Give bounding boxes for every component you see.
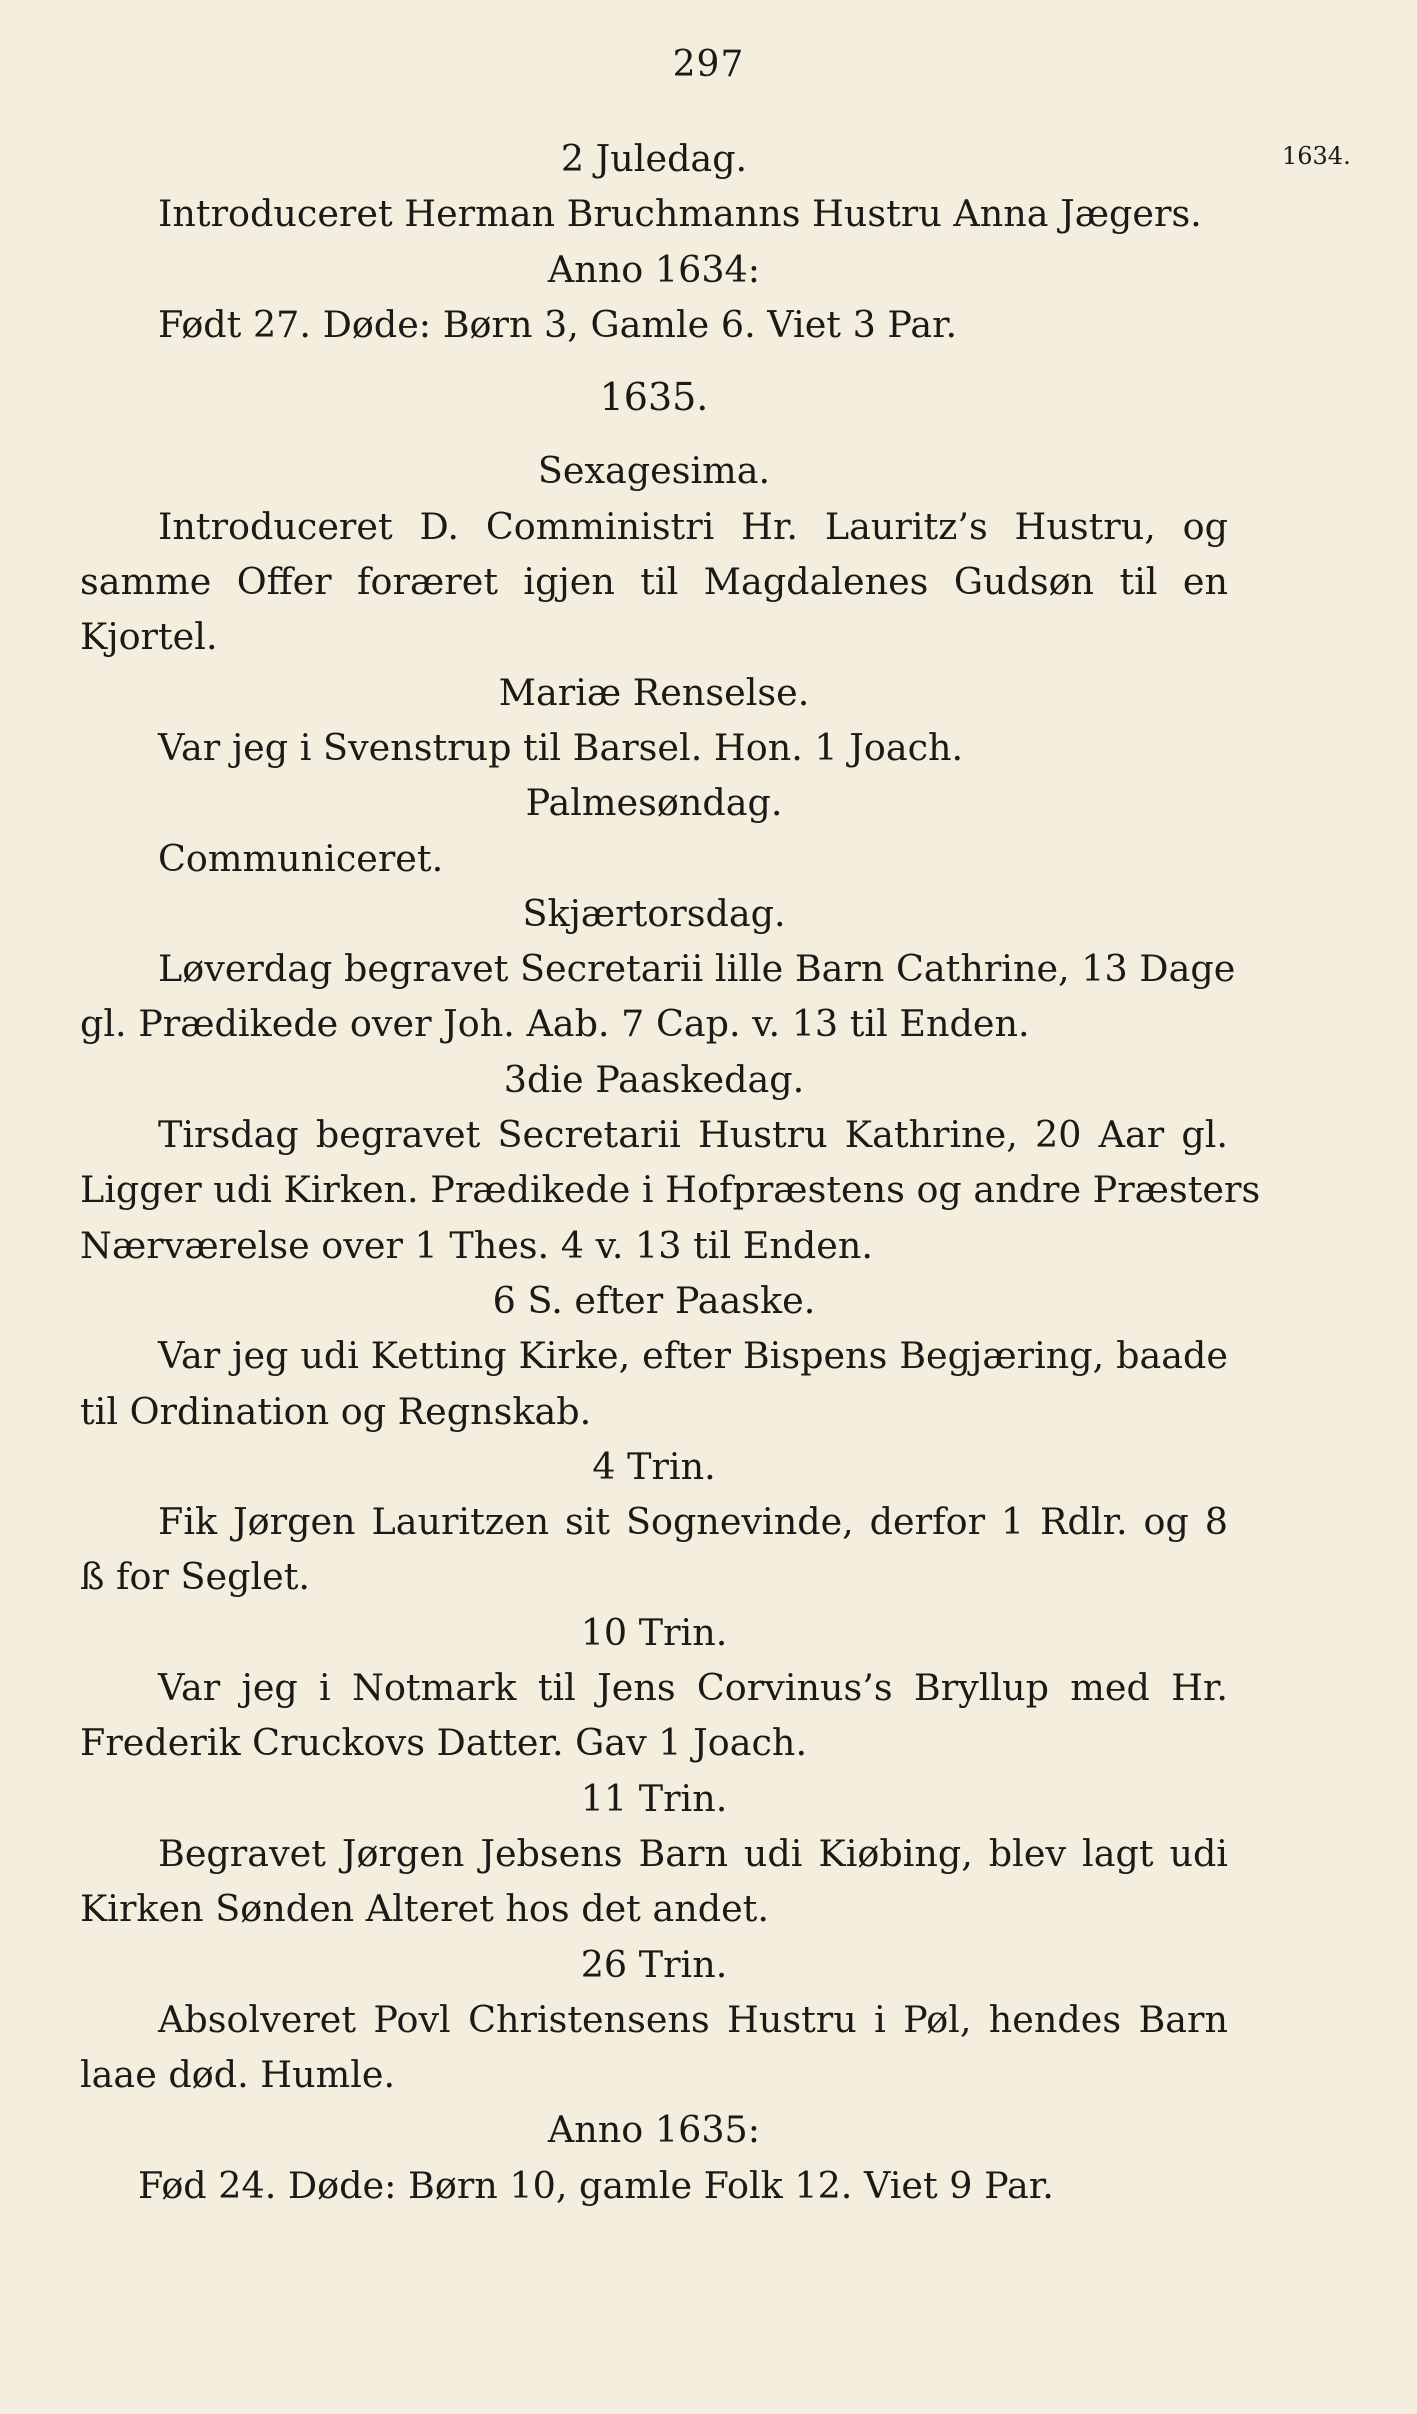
heading-10-trin: 10 Trin.	[580, 1610, 728, 1654]
heading-skjaertorsdag: Skjærtorsdag.	[522, 891, 786, 935]
text-line: laae død. Humle.	[80, 2053, 396, 2097]
text-line: Var jeg i Notmark til Jens Corvinus’s Bryllup med Hr.	[158, 1666, 1228, 1710]
text-line: Introduceret Herman Bruchmanns Hustru Anna Jægers.	[158, 192, 1202, 236]
text-line: Begravet Jørgen Jebsens Barn udi Kiøbing, blev lagt udi	[158, 1831, 1228, 1875]
text-line: til Ordination og Regnskab.	[80, 1389, 592, 1433]
heading-6-s-efter-paaske: 6 S. efter Paaske.	[492, 1278, 816, 1322]
text-line: Introduceret D. Comministri Hr. Lauritz’s Hustru, og	[158, 504, 1228, 548]
text-line: Ligger udi Kirken. Prædikede i Hofpræstens og andre Præsters	[80, 1168, 1261, 1212]
heading-3die-paaskedag: 3die Paaskedag.	[503, 1057, 805, 1101]
heading-2-juledag: 2 Juledag.	[560, 137, 748, 180]
text-line: Fik Jørgen Lauritzen sit Sognevinde, derfor 1 Rdlr. og 8	[158, 1500, 1228, 1544]
heading-sexagesima: Sexagesima.	[537, 449, 771, 493]
text-line: samme Offer foræret igjen til Magdalenes Gudsøn til en	[80, 560, 1228, 604]
text-line: Communiceret.	[158, 836, 444, 880]
heading-26-trin: 26 Trin.	[580, 1942, 728, 1986]
text-line: Kirken Sønden Alteret hos det andet.	[80, 1887, 769, 1931]
text-line: Frederik Cruckovs Datter. Gav 1 Joach.	[80, 1721, 808, 1765]
body-text	[80, 131, 1261, 2213]
heading-palmesondag: Palmesøndag.	[525, 781, 783, 825]
text-line: gl. Prædikede over Joh. Aab. 7 Cap. v. 13 til Enden.	[80, 1002, 1030, 1046]
margin-year-note: 1634.	[1282, 142, 1351, 170]
text-line: ß for Seglet.	[80, 1555, 311, 1599]
summary-line-1634: Født 27. Døde: Børn 3, Gamle 6. Viet 3 Par.	[158, 302, 958, 346]
page-number: 297	[672, 44, 745, 85]
heading-anno-1634: Anno 1634:	[547, 247, 761, 291]
text-line: Nærværelse over 1 Thes. 4 v. 13 til Enden.	[80, 1223, 873, 1267]
heading-4-trin: 4 Trin.	[592, 1444, 716, 1488]
summary-line-1635: Fød 24. Døde: Børn 10, gamle Folk 12. Viet 9 Par.	[138, 2163, 1054, 2207]
text-line: Løverdag begravet Secretarii lille Barn Cathrine, 13 Dage	[158, 947, 1236, 991]
text-line: Kjortel.	[80, 615, 218, 659]
heading-mariae-renselse: Mariæ Renselse.	[498, 670, 810, 714]
text-line: Var jeg i Svenstrup til Barsel. Hon. 1 Joach.	[158, 725, 964, 769]
text-line: Absolveret Povl Christensens Hustru i Pøl, hendes Barn	[158, 1997, 1228, 2041]
text-line: Var jeg udi Ketting Kirke, efter Bispens Begjæring, baade	[158, 1334, 1228, 1378]
heading-anno-1635: Anno 1635:	[547, 2108, 761, 2152]
text-line: Tirsdag begravet Secretarii Hustru Kathrine, 20 Aar gl.	[158, 1113, 1228, 1157]
year-heading-1635: 1635.	[599, 375, 709, 420]
heading-11-trin: 11 Trin.	[580, 1776, 728, 1820]
